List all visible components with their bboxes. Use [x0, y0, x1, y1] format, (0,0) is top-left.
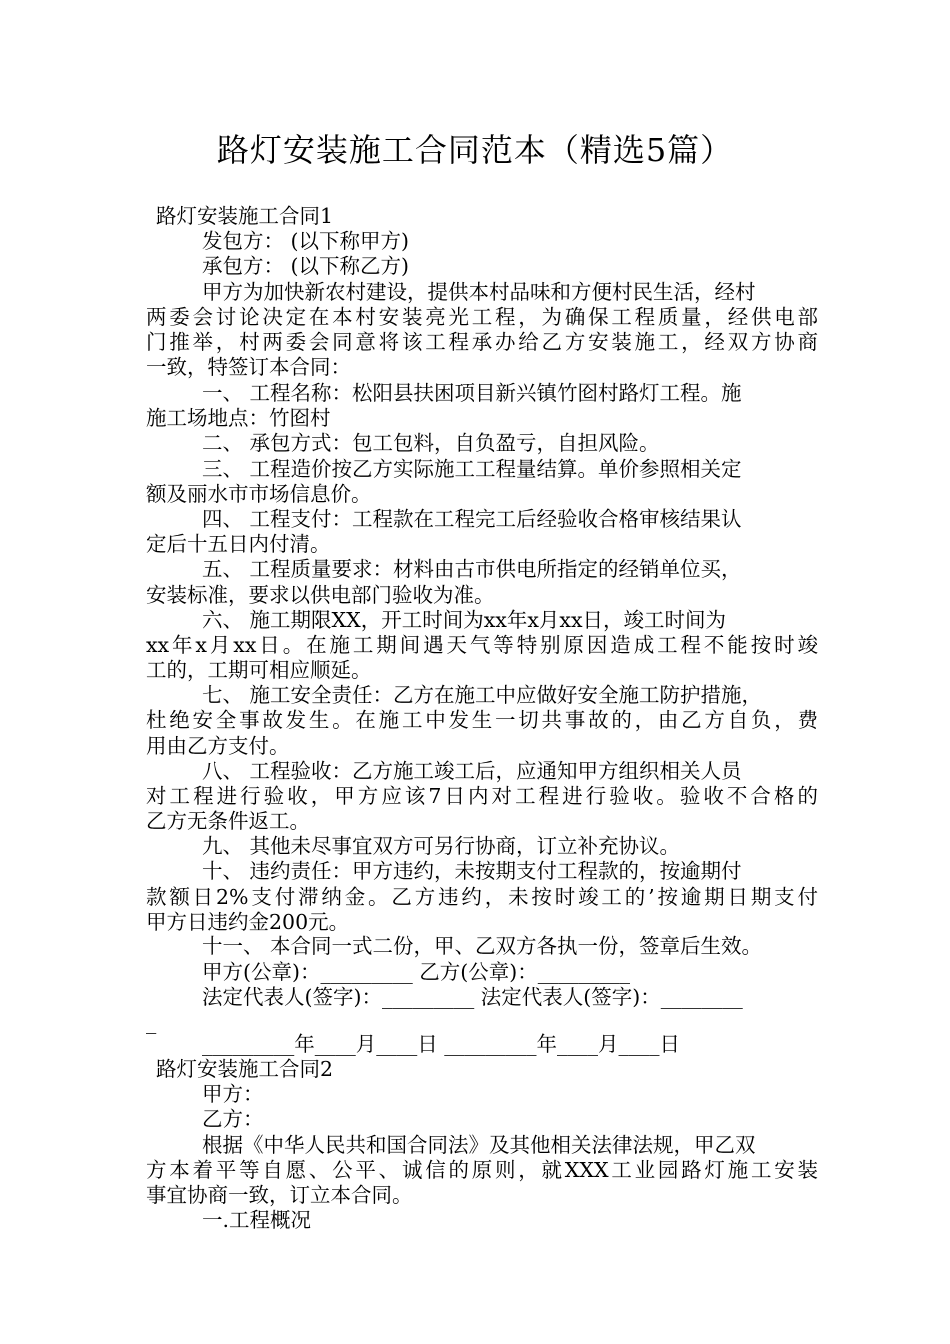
body-line: 发包方： (以下称甲方): [202, 229, 410, 253]
body-line: 杜绝安全事故发生。在施工中发生一切共事故的，由乙方自负，费: [146, 708, 818, 732]
body-line: 三、 工程造价按乙方实际施工工程量结算。单价参照相关定: [202, 457, 742, 481]
body-line: 六、 施工期限XX，开工时间为xx年x月xx日，竣工时间为: [202, 608, 727, 632]
body-line: 一.工程概况: [202, 1208, 312, 1232]
body-line: 对工程进行验收，甲方应该7日内对工程进行验收。验收不合格的: [146, 784, 818, 808]
body-line: 甲方(公章)：_________ 乙方(公章)：_________: [202, 960, 631, 984]
body-line: 根据《中华人民共和国合同法》及其他相关法律法规，甲乙双: [202, 1133, 756, 1157]
body-line: 承包方： (以下称乙方): [202, 254, 410, 278]
body-line: 款额日2%支付滞纳金。乙方违约，未按时竣工的’按逾期日期支付: [146, 885, 818, 909]
body-line: 工的，工期可相应顺延。: [146, 658, 372, 682]
body-line: 一致，特签订本合同：: [146, 355, 351, 379]
body-line: 路灯安装施工合同1: [156, 204, 334, 228]
body-line: 额及丽水市市场信息价。: [146, 482, 372, 506]
body-line: 九、 其他未尽事宜双方可另行协商，订立补充协议。: [202, 834, 681, 858]
body-line: 二、 承包方式：包工包料，自负盈亏，自担风险。: [202, 431, 660, 455]
body-line: xx年x月xx日。在施工期间遇天气等特别原因造成工程不能按时竣: [146, 633, 818, 657]
body-line: 甲方：: [202, 1082, 264, 1106]
body-line: 十一、 本合同一式二份，甲、乙双方各执一份，签章后生效。: [202, 934, 763, 958]
body-line: 乙方无条件返工。: [146, 809, 310, 833]
body-line: 一、 工程名称：松阳县扶困项目新兴镇竹囵村路灯工程。施: [202, 381, 742, 405]
body-line: 安装标准，要求以供电部门验收为准。: [146, 583, 495, 607]
body-line: 甲方日违约金200元。: [146, 910, 350, 934]
body-line: 五、 工程质量要求：材料由古市供电所指定的经销单位买，: [202, 557, 742, 581]
body-line: 七、 施工安全责任：乙方在施工中应做好安全施工防护措施，: [202, 683, 763, 707]
body-line: 八、 工程验收：乙方施工竣工后，应通知甲方组织相关人员: [202, 759, 742, 783]
body-line: 方本着平等自愿、公平、诚信的原则，就XXX工业园路灯施工安装: [146, 1158, 818, 1182]
body-line: 施工场地点：竹囵村: [146, 406, 331, 430]
body-line: 事宜协商一致，订立本合同。: [146, 1183, 413, 1207]
body-line: 甲方为加快新农村建设，提供本村品味和方便村民生活，经村: [202, 280, 756, 304]
body-line: 乙方：: [202, 1107, 264, 1131]
body-line: 定后十五日内付清。: [146, 532, 331, 556]
body-line: 门推举，村两委会同意将该工程承办给乙方安装施工，经双方协商: [146, 330, 818, 354]
body-line: 两委会讨论决定在本村安装亮光工程，为确保工程质量，经供电部: [146, 305, 818, 329]
body-line: 四、 工程支付：工程款在工程完工后经验收合格审核结果认: [202, 507, 742, 531]
body-line: _________年____月____日 _________年____月____日: [202, 1032, 681, 1056]
body-line: _: [146, 1010, 157, 1034]
body-line: 法定代表人(签字)：_________ 法定代表人(签字)：________: [202, 985, 743, 1009]
body-line: 十、 违约责任：甲方违约，未按期支付工程款的，按逾期付: [202, 859, 742, 883]
body-line: 路灯安装施工合同2: [156, 1057, 334, 1081]
document-title: 路灯安装施工合同范本（精选5篇）: [216, 131, 734, 169]
body-line: 用由乙方支付。: [146, 734, 290, 758]
